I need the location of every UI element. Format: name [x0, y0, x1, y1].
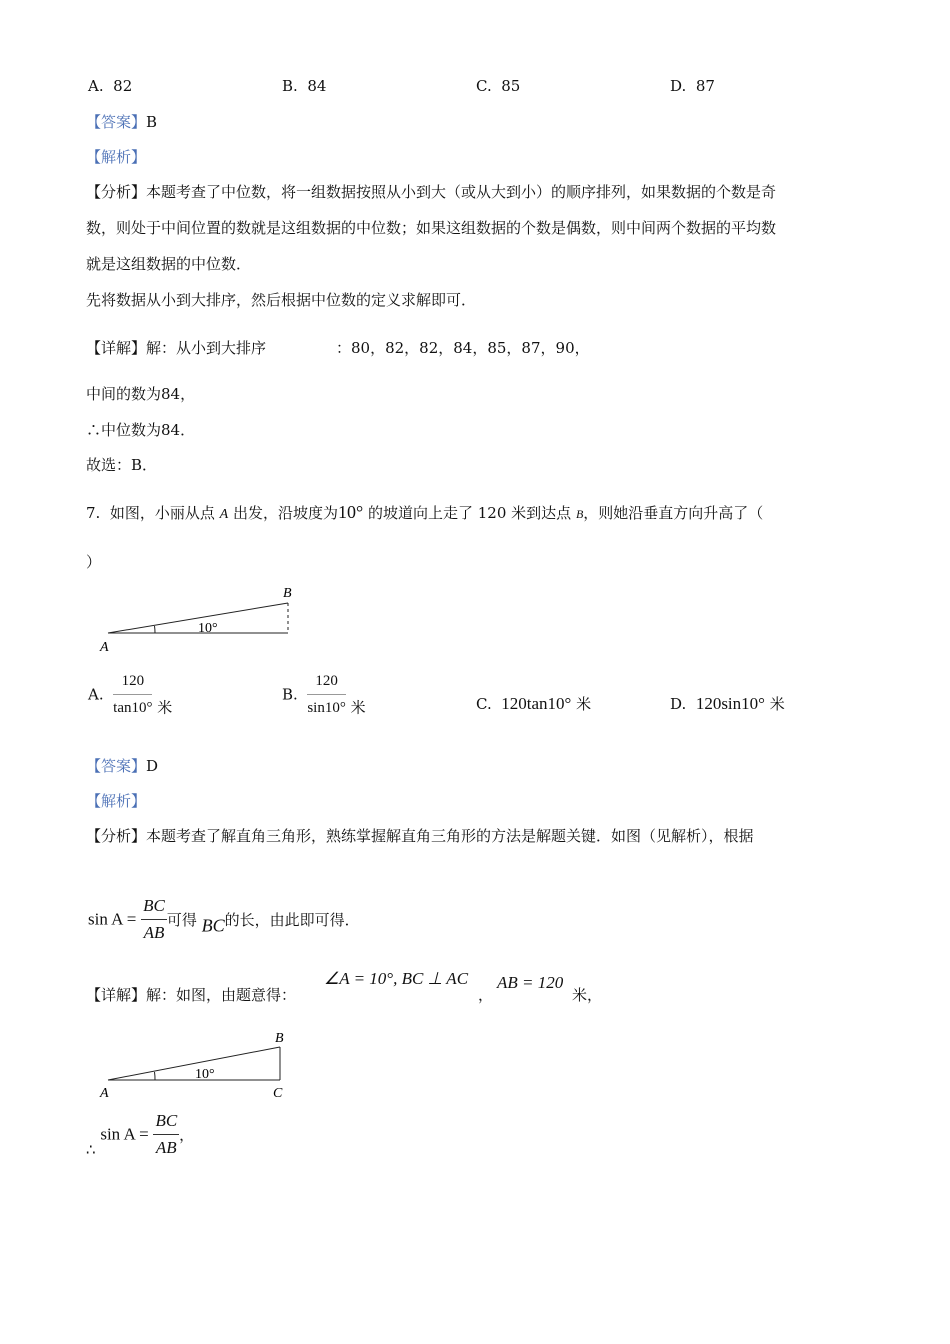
fig2-label-b: B [275, 1031, 284, 1046]
q7-final-formula: ∴ sin A = $\frac{BC}{AB}$ ， [86, 1111, 195, 1159]
fig1-label-b: B [283, 586, 292, 601]
q7-stem: 7. 如图，小丽从点 A 出发，沿坡度为10° 的坡道向上走了 120 米到达点 B，则她沿垂直方向升高了（ [86, 502, 764, 522]
q7-xiangjie: 【详解】解：如图，由题意得： [86, 986, 297, 1004]
q7-fenxi-formula: sin A = $\frac{BC}{AB}$ 可得 BC的长，由此即可得． [88, 896, 360, 942]
q7-cond1: ∠A = 10°, BC ⊥ AC [324, 969, 469, 988]
q7-fenxi-line1: 【分析】本题考查了解直角三角形，熟练掌握解直角三角形的方法是解题关键．如图（见解析），根据 [86, 827, 754, 845]
q7-answer: 【答案】D [86, 757, 159, 775]
q6-choose: 故选：B． [86, 456, 158, 474]
q6-fenxi-line4: 先将数据从小到大排序，然后根据中位数的定义求解即可． [86, 291, 477, 309]
q7-figure-slope [95, 580, 310, 655]
fig2-angle: 10° [195, 1067, 215, 1082]
answer-tag: 【答案】 [86, 113, 147, 131]
q6-option-b: B. 84 [282, 77, 327, 95]
q7-jiexi-tag: 【解析】 [86, 792, 147, 810]
q6-xiangjie: 【详解】解：从小到大排序 [86, 339, 267, 357]
q7-cond2-unit: 米， [572, 986, 603, 1004]
q6-option-a: A. 82 [88, 77, 133, 95]
q7-comma: ， [478, 986, 494, 1004]
q6-option-d: D. 87 [670, 77, 715, 95]
q7-option-a: A. $\frac{120}{\tan 10^\circ}$ 米 [88, 670, 172, 719]
q6-fenxi-line3: 就是这组数据的中位数． [86, 255, 252, 273]
q6-sorted-data: ：80，82，82，84，85，87，90， [336, 339, 590, 357]
q6-therefore: ∴中位数为84． [86, 421, 196, 439]
q6-fenxi-line2: 数，则处于中间位置的数就是这组数据的中位数；如果这组数据的个数是偶数，则中间两个数据的平均数 [86, 219, 777, 237]
q7-stem-close: ） [86, 553, 102, 571]
q7-option-b: B. $\frac{120}{\sin 10^\circ}$ 米 [282, 670, 366, 719]
fig1-angle: 10° [198, 621, 218, 636]
fig2-label-c: C [273, 1086, 283, 1101]
q7-option-d: D. 120sin10° 米 [670, 694, 785, 713]
fig2-label-a: A [100, 1086, 109, 1101]
q6-option-c: C. 85 [476, 77, 521, 95]
q7-option-c: C. 120tan10° 米 [476, 694, 592, 713]
q6-fenxi-line1: 【分析】本题考查了中位数，将一组数据按照从小到大（或从大到小）的顺序排列，如果数据的个数是奇 [86, 183, 777, 201]
q7-figure-triangle [95, 1025, 310, 1105]
fig1-label-a: A [100, 640, 109, 655]
q6-answer: 【答案】B [86, 113, 158, 131]
q6-jiexi-tag: 【解析】 [86, 148, 147, 166]
q7-cond2: AB = 120 [497, 973, 564, 992]
answer-tag: 【答案】 [86, 757, 147, 775]
q6-middle: 中间的数为84， [86, 385, 196, 403]
